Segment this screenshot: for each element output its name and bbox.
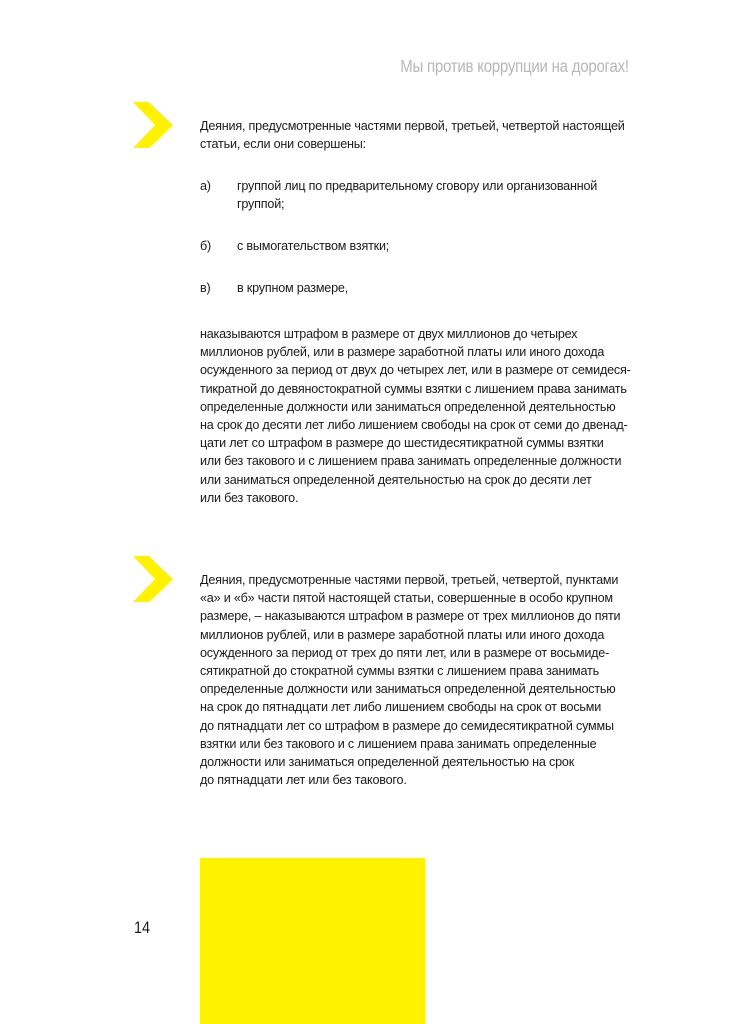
section1-intro-line: статьи, если они совершены: <box>200 137 366 152</box>
list-item-line: группой лиц по предварительному сговору или организованной <box>237 179 598 193</box>
section2-line: сятикратной до стократной суммы взятки с лишением права занимать <box>200 664 599 679</box>
chevron-right-icon <box>133 556 177 602</box>
section2-line: миллионов рублей, или в размере заработной платы или иного дохода <box>200 627 605 642</box>
chevron-right-icon <box>133 102 177 148</box>
penalty-line: миллионов рублей, или в размере заработной платы или иного дохода <box>200 345 605 360</box>
list-marker: б) <box>200 239 212 253</box>
penalty-line: определенные должности или заниматься определенной деятельностью <box>200 399 616 414</box>
list-item-line: группой; <box>237 197 285 212</box>
section1-intro-line: Деяния, предусмотренные частями первой, третьей, четвертой настоящей <box>200 119 625 133</box>
section2-line: на срок до пятнадцати лет либо лишением свободы на срок от восьми <box>200 700 602 715</box>
section2-line: до пятнадцати лет или без такового. <box>200 773 407 788</box>
section2-line: «а» и «б» части пятой настоящей статьи, совершенные в особо крупном <box>200 591 613 606</box>
list-marker: в) <box>200 281 211 295</box>
list-marker: а) <box>200 179 211 193</box>
list-item-line: в крупном размере, <box>237 281 349 295</box>
penalty-line: осужденного за период от двух до четырех лет, или в размере от семидеся- <box>200 363 631 378</box>
section2-line: размере, – наказываются штрафом в размере от трех миллионов до пяти <box>200 609 621 624</box>
section2-line: определенные должности или заниматься определенной деятельностью <box>200 682 616 697</box>
penalty-line: наказываются штрафом в размере от двух миллионов до четырех <box>200 327 578 341</box>
section2-line: взятки или без такового и с лишением права занимать определенные <box>200 736 597 751</box>
section1-penalty <box>200 325 630 507</box>
penalty-line: или без такового и с лишением права занимать определенные должности <box>200 454 622 469</box>
penalty-line: или без такового. <box>200 490 299 505</box>
penalty-line: или заниматься определенной деятельностью на срок до десяти лет <box>200 472 592 487</box>
section2-text <box>200 571 630 789</box>
penalty-line: на срок до десяти лет либо лишением свободы на срок от семи до двенад- <box>200 418 628 433</box>
section2-line: Деяния, предусмотренные частями первой, третьей, четвертой, пунктами <box>200 573 619 587</box>
penalty-line: тикратной до девяностократной суммы взятки с лишением права занимать <box>200 381 627 396</box>
section1-intro <box>200 117 630 153</box>
page-header-title: Мы против коррупции на дорогах! <box>400 56 629 76</box>
section2-line: до пятнадцати лет со штрафом в размере до семидесятикратной суммы <box>200 718 614 733</box>
list-item-line: с вымогательством взятки; <box>237 239 390 253</box>
section2-line: должности или заниматься определенной деятельностью на срок <box>200 755 575 770</box>
section2-line: осужденного за период от трех до пяти лет, или в размере от восьмиде- <box>200 645 610 660</box>
penalty-line: цати лет со штрафом в размере до шестидесятикратной суммы взятки <box>200 436 604 451</box>
page-number: 14 <box>134 918 151 937</box>
decorative-yellow-block <box>200 858 425 1024</box>
